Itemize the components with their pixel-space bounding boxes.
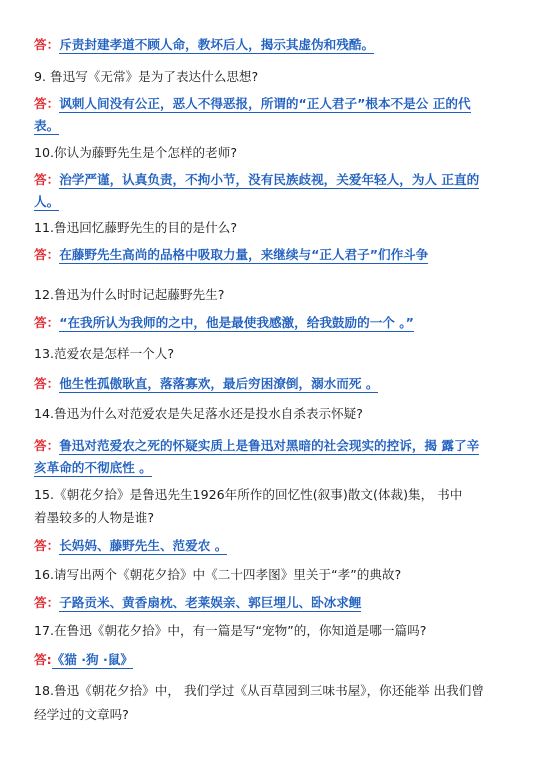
answer-13 xyxy=(34,375,520,393)
answer-9 xyxy=(34,95,520,113)
answer-text: 在藤野先生高尚的品格中吸取力量，来继续与“正人君子”们作斗争 xyxy=(59,247,429,262)
answer-label: 答： xyxy=(34,315,60,330)
answer-text: 长妈妈、藤野先生、范爱农 。 xyxy=(59,538,228,553)
answer-text: 鲁迅对范爱农之死的怀疑实质上是鲁迅对黑暗的社会现实的控诉，揭 露了辛 xyxy=(59,438,480,453)
question-16: 16.请写出两个《朝花夕拾》中《二十四孝图》里关于“孝”的典故? xyxy=(34,567,402,582)
answer-15 xyxy=(34,537,520,555)
question-18-cont: 经学过的文章吗? xyxy=(34,707,129,722)
answer-label: 答： xyxy=(34,247,60,262)
answer-text: 表。 xyxy=(34,118,60,133)
answer-11 xyxy=(34,246,520,264)
answer-9-cont xyxy=(34,117,520,135)
question-9: 9. 鲁迅写《无常》是为了表达什么思想? xyxy=(34,69,259,84)
answer-14 xyxy=(34,437,520,455)
answer-14-cont xyxy=(34,459,520,477)
answer-label: 答： xyxy=(34,37,60,52)
answer-text: 子路贡米、黄香扇枕、老莱娱亲、郭巨埋儿、卧冰求鲤 xyxy=(59,595,362,610)
question-10: 10.你认为藤野先生是个怎样的老师? xyxy=(34,145,238,160)
answer-17 xyxy=(34,651,520,669)
answer-text: 讽刺人间没有公正，恶人不得恶报，所谓的“正人君子”根本不是公 正的代 xyxy=(59,96,471,111)
answer-text: “在我所认为我师的之中，他是最使我感激，给我鼓励的一个 。” xyxy=(59,315,414,330)
answer-text: 治学严谨，认真负责，不拘小节，没有民族歧视，关爱年轻人，为人 正直的 xyxy=(59,172,480,187)
answer-label: 答： xyxy=(34,376,60,391)
answer-16 xyxy=(34,594,520,612)
answer-12 xyxy=(34,314,520,332)
answer-text: 《猫 ·狗 ·鼠》 xyxy=(51,652,133,667)
question-18: 18.鲁迅《朝花夕拾》中， 我们学过《从百草园到三味书屋》，你还能举 出我们曾 xyxy=(34,683,484,698)
answer-10 xyxy=(34,171,520,189)
question-14: 14.鲁迅为什么对范爱农是失足落水还是投水自杀表示怀疑? xyxy=(34,406,363,421)
answer-label: 答: xyxy=(34,652,52,667)
answer-text: 人。 xyxy=(34,194,60,209)
question-15-cont: 着墨较多的人物是谁? xyxy=(34,510,155,525)
answer-label: 答： xyxy=(34,538,60,553)
question-12: 12.鲁迅为什么时时记起藤野先生? xyxy=(34,287,225,302)
answer-text: 亥革命的不彻底性 。 xyxy=(34,460,152,475)
question-13: 13.范爱农是怎样一个人? xyxy=(34,346,175,361)
answer-label: 答： xyxy=(34,438,60,453)
question-17: 17.在鲁迅《朝花夕拾》中，有一篇是写“宠物”的，你知道是哪一篇吗? xyxy=(34,623,427,638)
answer-8 xyxy=(34,36,520,54)
answer-label: 答： xyxy=(34,172,60,187)
question-15: 15.《朝花夕拾》是鲁迅先生1926年所作的回忆性(叙事)散文(体裁)集， 书中 xyxy=(34,487,463,502)
answer-label: 答： xyxy=(34,595,60,610)
answer-label: 答： xyxy=(34,96,60,111)
answer-text: 斥责封建孝道不顾人命，教坏后人，揭示其虚伪和残酷。 xyxy=(59,37,375,52)
answer-text: 他生性孤傲耿直，落落寡欢，最后穷困潦倒，溺水而死 。 xyxy=(59,376,379,391)
question-11: 11.鲁迅回忆藤野先生的目的是什么? xyxy=(34,220,238,235)
answer-10-cont xyxy=(34,193,520,211)
